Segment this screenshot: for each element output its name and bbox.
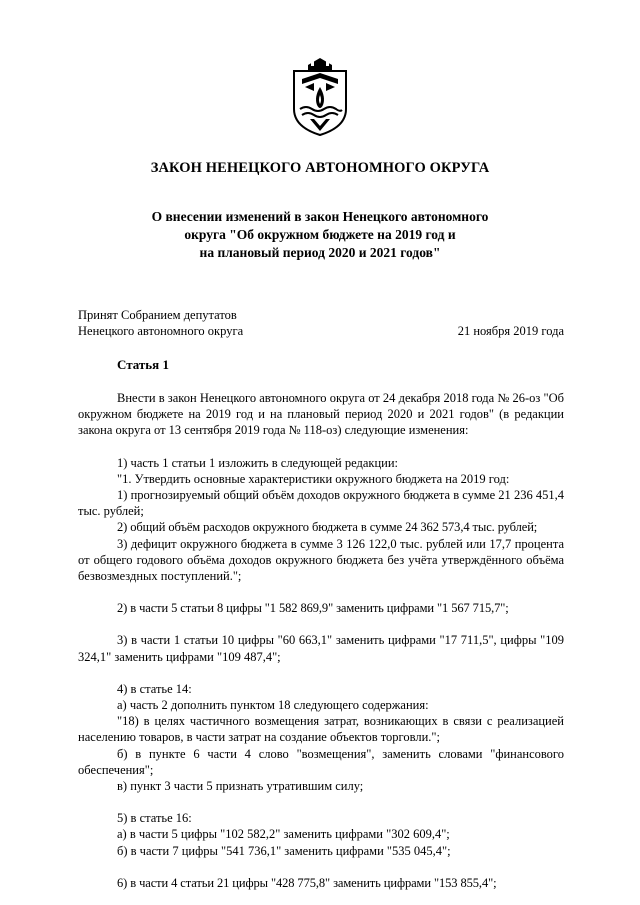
law-title: ЗАКОН НЕНЕЦКОГО АВТОНОМНОГО ОКРУГА [150, 160, 490, 176]
adoption-line-2: Ненецкого автономного округа [78, 324, 244, 338]
subtitle-line-1: О внесении изменений в закон Ненецкого автономного [151, 209, 489, 224]
item-1-sub-2: 2) общий объём расходов окружного бюджета в сумме 24 362 573,4 тыс. рублей; [117, 520, 538, 535]
subtitle-line-3: на плановый период 2020 и 2021 годов" [199, 245, 441, 260]
article-body [78, 390, 564, 891]
item-1-heading: 1) часть 1 статьи 1 изложить в следующей редакции: [117, 455, 399, 470]
item-5-b: б) в части 7 цифры "541 736,1" заменить цифрами "535 045,4"; [117, 843, 451, 858]
item-3: 3) в части 1 статьи 10 цифры "60 663,1" заменить цифрами "17 711,5", цифры "109 324,1" заменить цифрами "109 487,4"; [78, 633, 564, 664]
item-2: 2) в части 5 статьи 8 цифры "1 582 869,9" заменить цифрами "1 567 715,7"; [117, 601, 509, 616]
item-4-c: в) пункт 3 части 5 признать утратившим силу; [117, 779, 364, 794]
item-4-b: б) в пункте 6 части 4 слово "возмещения", заменить словами "финансового обеспечения"; [78, 746, 564, 777]
item-1-sub-3: 3) дефицит окружного бюджета в сумме 3 126 122,0 тыс. рублей или 17,7 процента от общего годового объёма доходов окружного бюджета без учёта утверждённого объёма безвозмездных поступлений."; [78, 536, 564, 584]
item-6: 6) в части 4 статьи 21 цифры "428 775,8" заменить цифрами "153 855,4"; [117, 875, 497, 890]
item-4-a: а) часть 2 дополнить пунктом 18 следующего содержания: [117, 698, 429, 713]
article-heading: Статья 1 [117, 357, 169, 372]
item-1-quote: "1. Утвердить основные характеристики окружного бюджета на 2019 год: [117, 471, 510, 486]
item-1-sub-1: 1) прогнозируемый общий объём доходов окружного бюджета в сумме 21 236 451,4 тыс. рублей; [78, 488, 564, 519]
subtitle-line-2: округа "Об окружном бюджете на 2019 год и [184, 227, 456, 242]
item-5-a: а) в части 5 цифры "102 582,2" заменить цифрами "302 609,4"; [117, 827, 450, 842]
article-intro: Внести в закон Ненецкого автономного округа от 24 декабря 2018 года № 26-оз "Об окружном бюджете на 2019 год и на плановый период 2020 и 2021 годов" (в редакции закона округа от 13 сентября 2019 года № 118-оз) следующие изменения: [78, 391, 564, 438]
law-subtitle [0, 208, 640, 262]
coat-of-arms-emblem [288, 57, 352, 137]
adoption-info [78, 307, 243, 339]
item-5-heading: 5) в статье 16: [117, 811, 192, 826]
adoption-date: 21 ноября 2019 года [457, 324, 564, 338]
item-4-a-text: "18) в целях частичного возмещения затрат, возникающих в связи с реализацией населению товаров, в части затрат на создание объектов торговли."; [78, 714, 564, 745]
item-4-heading: 4) в статье 14: [117, 681, 192, 696]
adoption-line-1: Принят Собранием депутатов [78, 308, 237, 322]
